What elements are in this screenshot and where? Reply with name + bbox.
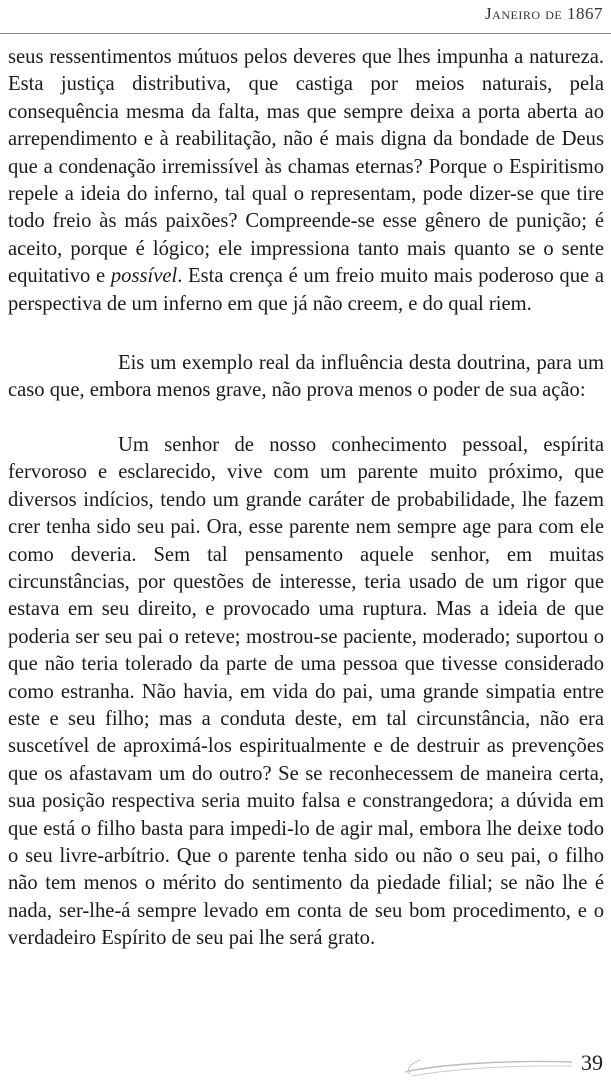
paragraph-1 (8, 44, 604, 318)
header-rule (0, 33, 611, 34)
page-body (8, 44, 604, 953)
paragraph-1-text-b: . Esta crença é um freio muito mais poderoso que a perspectiva de um inferno em que já não creem, e do qual riem. (8, 265, 604, 315)
paragraph-2: Eis um exemplo real da influência desta doutrina, para um caso que, embora menos grave, não prova menos o poder de sua ação: (8, 352, 604, 402)
paragraph-1-emphasis: possível (110, 265, 178, 288)
footer-ornament (400, 1052, 575, 1080)
paragraph-1-text-a: seus ressentimentos mútuos pelos deveres que lhes impunha a natureza. Esta justiça distributiva, que castiga por meios naturais, pela consequência mesma da falta, mas que sempre deixa a porta aberta ao arrependimento e à reabilitação, não é mais digna da bondade de Deus que a condenação irremissível às chamas eternas? Porque o Espiritismo repele a ideia do inferno, tal qual o representam, pode dizer-se que tire todo freio às más paixões? Compreende-se esse gênero de punição; é aceito, porque é lógico; ele impressiona tanto mais quanto se o sente equitativo e (8, 46, 604, 288)
paragraph-3: Um senhor de nosso conhecimento pessoal, espírita fervoroso e esclarecido, vive com um parente muito próximo, que diversos indícios, tendo um grande caráter de probabilidade, lhe fazem crer tenha sido seu pai. Ora, esse parente nem sempre age para com ele como deveria. Sem tal pensamento aquele senhor, em muitas circunstâncias, por questões de interesse, teria usado de um rigor que estava em seu direito, e provocado uma ruptura. Mas a ideia de que poderia ser seu pai o reteve; mostrou-se paciente, moderado; suportou o que não teria tolerado da parte de uma pessoa que tivesse considerado como estranha. Não havia, em vida do pai, uma grande simpatia entre este e seu filho; mas a conduta deste, em tal circunstância, não era suscetível de aproximá-los espiritualmente e de destruir as prevenções que os afastavam um do outro? Se se reconhecessem de maneira certa, sua posição respectiva seria muito falsa e constrangedora; a dúvida em que está o filho basta para impedi-lo de agir mal, embora lhe deixe todo o seu livre-arbítrio. Que o parente tenha sido ou não o seu pai, o filho não tem menos o mérito do sentimento da piedade filial; se não lhe é nada, ser-lhe-á sempre levado em conta de seu bom procedimento, e o verdadeiro Espírito de seu pai lhe será grato. (8, 433, 604, 950)
page-number: 39 (581, 1050, 603, 1075)
running-header: Janeiro de 1867 (485, 4, 603, 23)
